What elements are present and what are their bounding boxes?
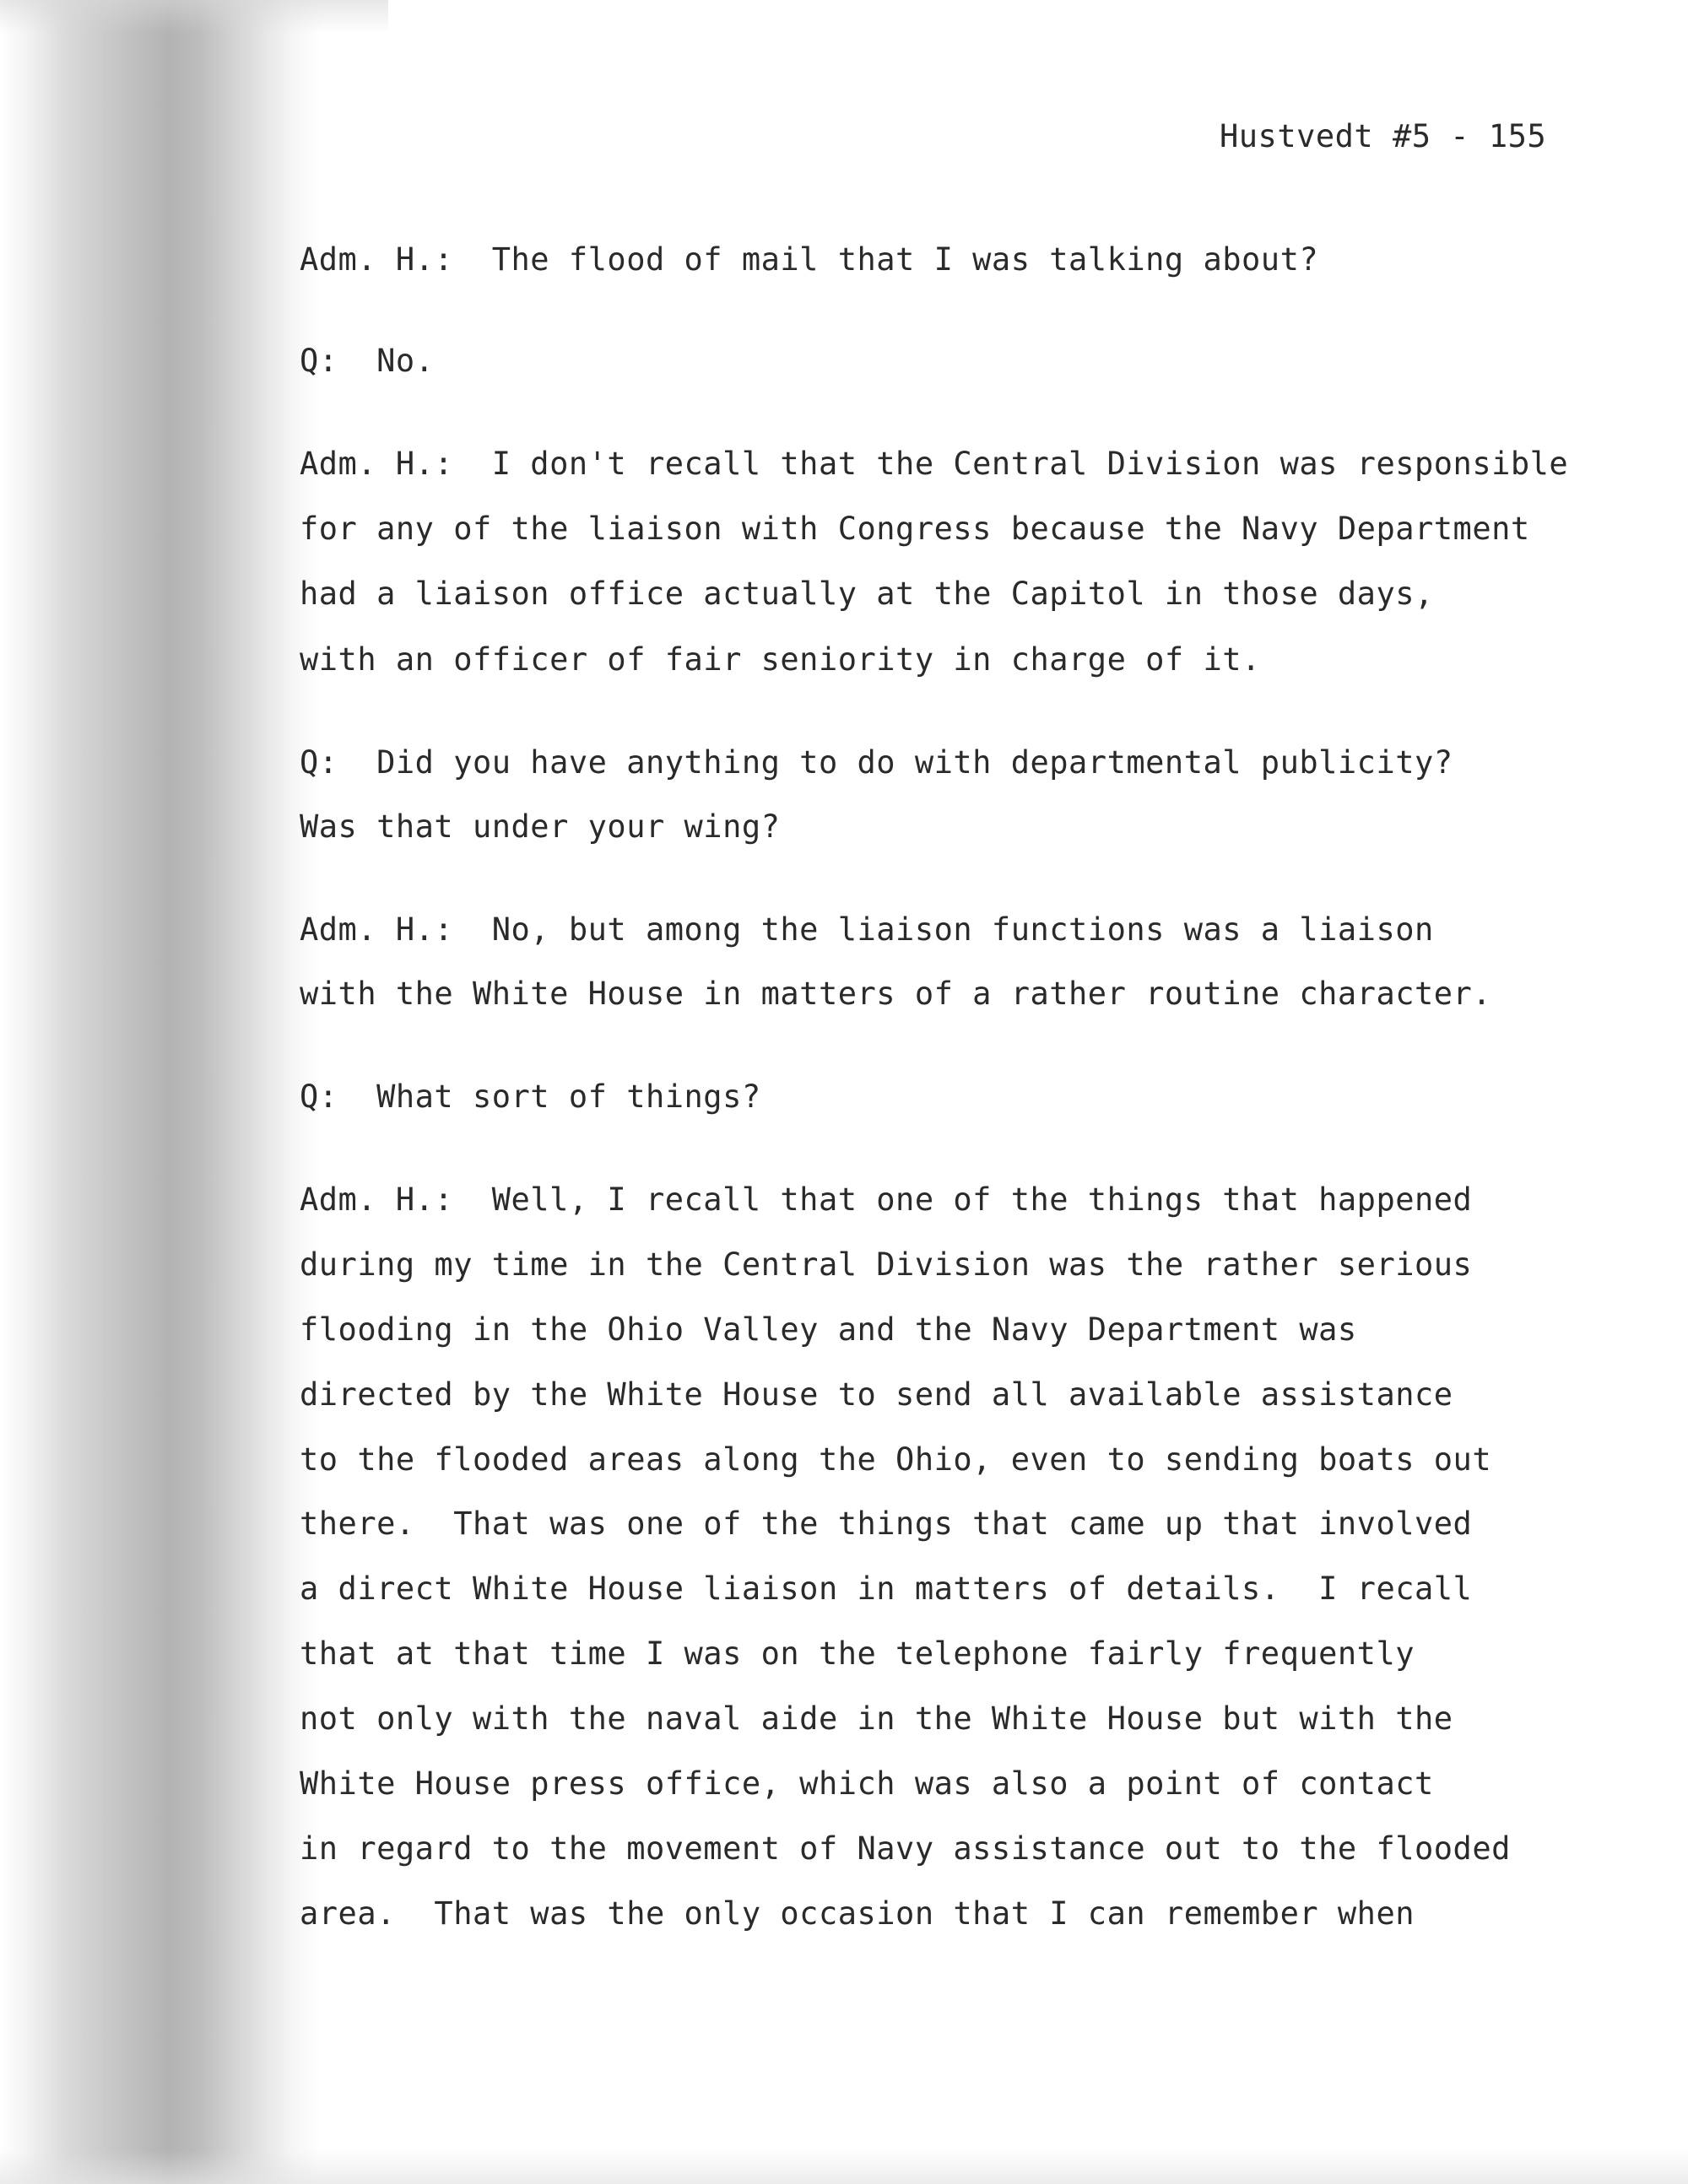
- transcript-line-9: Adm. H.: No, but among the liaison functions was a liaison: [300, 911, 1434, 948]
- transcript-line-7: Q: Did you have anything to do with departmental publicity?: [300, 744, 1453, 781]
- transcript-line-8: Was that under your wing?: [300, 808, 781, 845]
- transcript-line-13: during my time in the Central Division was the rather serious: [300, 1246, 1473, 1283]
- transcript-line-12: Adm. H.: Well, I recall that one of the things that happened: [300, 1181, 1473, 1218]
- transcript-line-19: that at that time I was on the telephone fairly frequently: [300, 1635, 1415, 1672]
- transcript-line-18: a direct White House liaison in matters of details. I recall: [300, 1570, 1473, 1607]
- binding-gutter-shadow: [0, 0, 321, 2184]
- transcript-line-22: in regard to the movement of Navy assistance out to the flooded: [300, 1830, 1511, 1867]
- transcript-line-4: for any of the liaison with Congress because the Navy Department: [300, 511, 1530, 547]
- transcript-line-14: flooding in the Ohio Valley and the Navy Department was: [300, 1311, 1357, 1348]
- transcript-line-1: Adm. H.: The flood of mail that I was talking about?: [300, 241, 1319, 278]
- transcript-line-20: not only with the naval aide in the White House but with the: [300, 1700, 1453, 1737]
- transcript-line-21: White House press office, which was also a point of contact: [300, 1765, 1434, 1802]
- top-edge-shadow: [0, 0, 388, 34]
- page-header: Hustvedt #5 - 155: [1220, 118, 1547, 154]
- transcript-line-5: had a liaison office actually at the Capitol in those days,: [300, 576, 1434, 612]
- transcript-line-10: with the White House in matters of a rather routine character.: [300, 976, 1492, 1012]
- transcript-line-2: Q: No.: [300, 343, 435, 379]
- transcript-line-15: directed by the White House to send all available assistance: [300, 1376, 1453, 1413]
- transcript-line-23: area. That was the only occasion that I can remember when: [300, 1895, 1415, 1932]
- transcript-line-17: there. That was one of the things that came up that involved: [300, 1506, 1473, 1542]
- transcript-line-16: to the flooded areas along the Ohio, even to sending boats out: [300, 1441, 1492, 1478]
- transcript-line-11: Q: What sort of things?: [300, 1078, 761, 1115]
- bottom-edge-shadow: [0, 2150, 1688, 2184]
- transcript-line-3: Adm. H.: I don't recall that the Central Division was responsible: [300, 446, 1569, 482]
- transcript-line-6: with an officer of fair seniority in charge of it.: [300, 641, 1261, 678]
